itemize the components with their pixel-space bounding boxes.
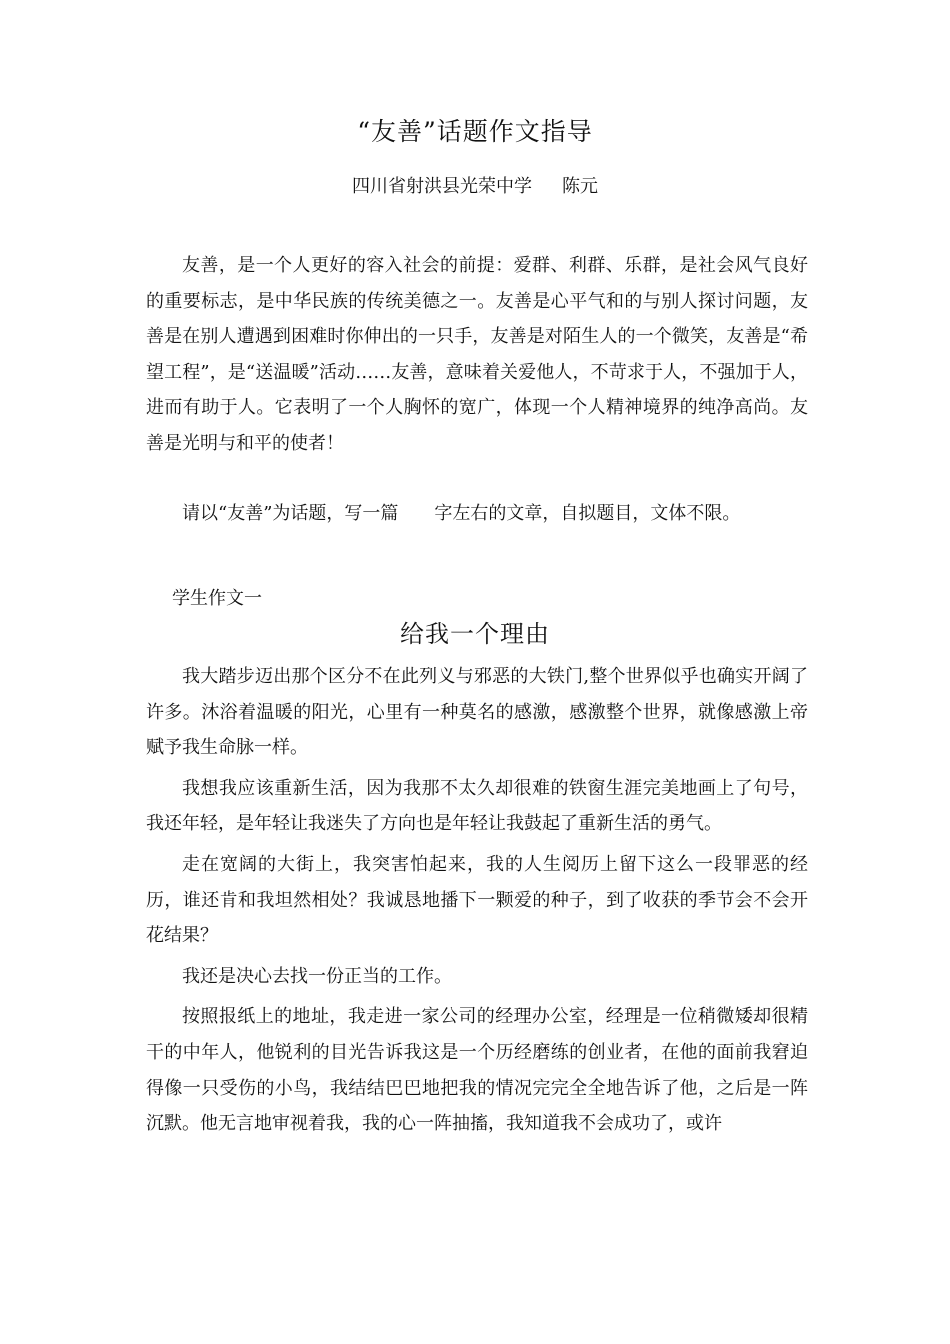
essay-body — [146, 659, 808, 1147]
essay-paragraph: 我还是决心去找一份正当的工作。 — [182, 965, 452, 987]
essay-paragraph: 按照报纸上的地址，我走进一家公司的经理办公室，经理是一位稍微矮却很精干的中年人，他锐利的目光告诉我这是一个历经磨练的创业者，在他的面前我窘迫得像一只受伤的小鸟，我结结巴巴地把我的情况完完全全地告诉了他，之后是一阵沉默。他无言地审视着我，我的心一阵抽搐，我知道我不会成功了，或许 — [146, 1006, 808, 1135]
sample-essay-label: 学生作文一 — [172, 588, 262, 609]
prompt-section — [146, 496, 808, 532]
author-name: 陈元 — [562, 176, 598, 197]
prompt-text-start: 请以“友善”为话题，写一篇 — [182, 503, 399, 524]
essay-title: 给我一个理由 — [400, 620, 550, 648]
essay-paragraph: 我大踏步迈出那个区分不在此列义与邪恶的大铁门,整个世界似乎也确实开阔了许多。沐浴着温暖的阳光，心里有一种莫名的感激，感激整个世界，就像感激上帝赋予我生命脉一样。 — [146, 666, 808, 759]
intro-section — [146, 248, 808, 462]
essay-paragraph: 我想我应该重新生活，因为我那不太久却很难的铁窗生涯完美地画上了句号，我还年轻，是年轻让我迷失了方向也是年轻让我鼓起了重新生活的勇气。 — [146, 777, 808, 835]
essay-paragraph: 走在宽阔的大街上，我突害怕起来，我的人生阅历上留下这么一段罪恶的经历，谁还肯和我坦然相处？我诚恳地播下一颗爱的种子，到了收获的季节会不会开花结果？ — [146, 853, 808, 947]
author-school: 四川省射洪县光荣中学 — [352, 176, 532, 197]
document-title: “友善”话题作文指导 — [357, 117, 593, 146]
author-line — [0, 172, 950, 198]
prompt-paragraph — [146, 496, 808, 532]
prompt-text-end: 字左右的文章，自拟题目，文体不限。 — [434, 503, 741, 524]
intro-paragraph: 友善，是一个人更好的容入社会的前提：爱群、利群、乐群，是社会风气良好的重要标志，是中华民族的传统美德之一。友善是心平气和的与别人探讨问题，友善是在别人遭遇到困难时你伸出的一只手，友善是对陌生人的一个微笑，友善是“希望工程”，是“送温暖”活动……友善，意味着关爱他人，不苛求于人，不强加于人，进而有助于人。它表明了一个人胸怀的宽广，体现一个人精神境界的纯净高尚。友善是光明与和平的使者！ — [146, 255, 808, 454]
